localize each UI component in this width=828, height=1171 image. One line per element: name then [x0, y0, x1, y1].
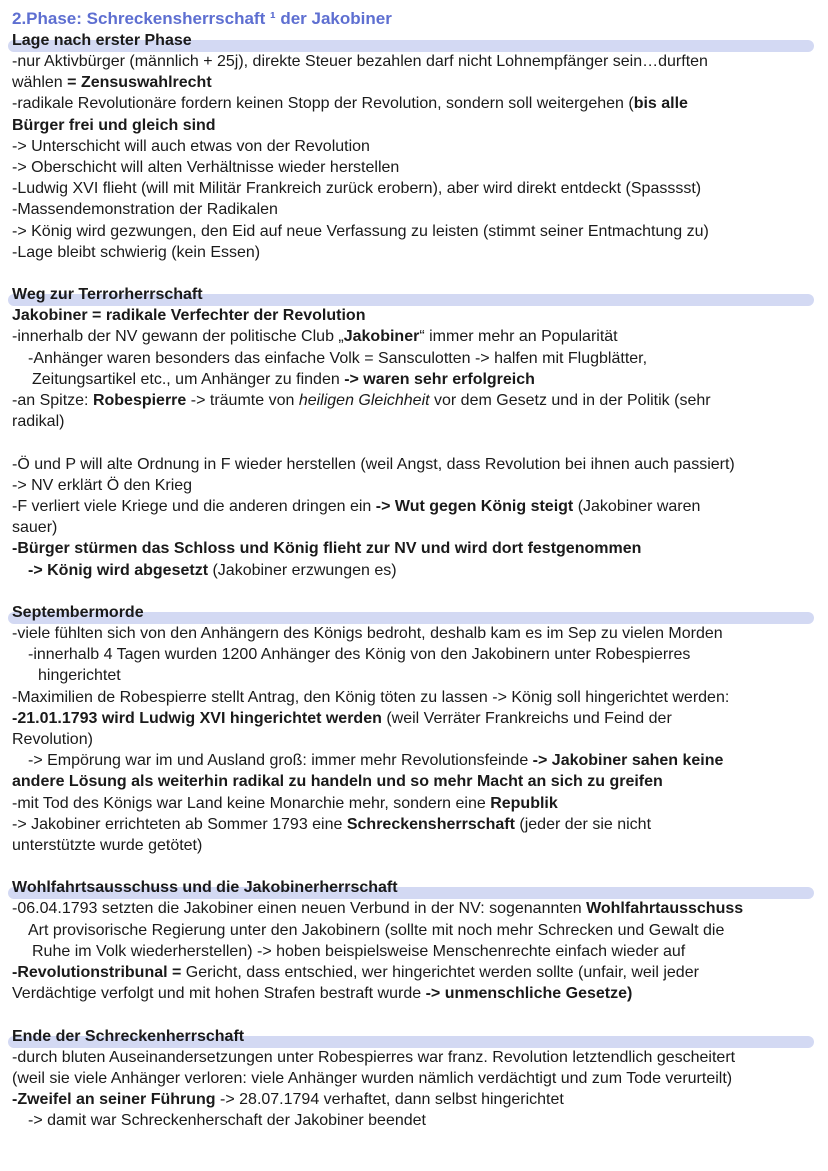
text-line: -Maximilien de Robespierre stellt Antrag, den König töten zu lassen -> König soll hingerichtet werden:: [12, 688, 730, 706]
text-line: -Ö und P will alte Ordnung in F wieder herstellen (weil Angst, dass Revolution bei ihnen auch passiert): [12, 455, 735, 473]
text-line: Verdächtige verfolgt und mit hohen Strafen bestraft wurde -> unmenschliche Gesetze): [12, 985, 633, 1003]
text-line: Bürger frei und gleich sind: [12, 116, 216, 134]
section-heading: Wohlfahrtsausschuss und die Jakobinerherrschaft: [12, 877, 822, 898]
text-line: Art provisorische Regierung unter den Jakobinern (sollte mit noch mehr Schrecken und Gewalt die: [28, 921, 725, 939]
text-line: radikal): [12, 413, 65, 431]
text-line: unterstützte wurde getötet): [12, 837, 203, 855]
text-line: -Bürger stürmen das Schloss und König flieht zur NV und wird dort festgenommen: [12, 540, 642, 558]
text-line: Zeitungsartikel etc., um Anhänger zu finden -> waren sehr erfolgreich: [32, 370, 535, 388]
text-line: -mit Tod des Königs war Land keine Monarchie mehr, sondern eine Republik: [12, 794, 558, 812]
page-title: 2.Phase: Schreckensherrschaft ¹ der Jakobiner: [12, 9, 392, 28]
text-line: -> Empörung war im und Ausland groß: immer mehr Revolutionsfeinde -> Jakobiner sahen keine: [28, 752, 724, 770]
text-line: -06.04.1793 setzten die Jakobiner einen neuen Verbund in der NV: sogenannten Wohlfahrtausschuss: [12, 900, 744, 918]
text-line: -> Jakobiner errichteten ab Sommer 1793 eine Schreckensherrschaft (jeder der sie nicht: [12, 815, 652, 833]
section-wohlfahrtsausschuss: [12, 877, 822, 1004]
text-line: Revolution): [12, 731, 93, 749]
text-line: -an Spitze: Robespierre -> träumte von heiligen Gleichheit vor dem Gesetz und in der Politik (sehr: [12, 392, 711, 410]
text-line: -> damit war Schreckenherschaft der Jakobiner beendet: [28, 1112, 426, 1130]
text-line: -Revolutionstribunal = Gericht, dass entschied, wer hingerichtet werden sollte (unfair, weil jeder: [12, 964, 699, 982]
section-septembermorde: [12, 602, 822, 856]
text-line: -> König wird abgesetzt (Jakobiner erzwungen es): [28, 561, 397, 579]
text-line: -Lage bleibt schwierig (kein Essen): [12, 243, 261, 261]
section-heading: Septembermorde: [12, 602, 822, 623]
text-line: -Anhänger waren besonders das einfache Volk = Sansculotten -> halfen mit Flugblätter,: [28, 349, 648, 367]
text-line: (weil sie viele Anhänger verloren: viele Anhänger wurden nämlich verdächtigt und zum Tode verurteilt): [12, 1069, 733, 1087]
section-heading: Ende der Schreckenherrschaft: [12, 1026, 822, 1047]
section-weg: [12, 284, 822, 581]
section-heading: Lage nach erster Phase: [12, 30, 822, 51]
text-line: -F verliert viele Kriege und die anderen dringen ein -> Wut gegen König steigt (Jakobiner waren: [12, 498, 701, 516]
section-heading: Weg zur Terrorherrschaft: [12, 284, 822, 305]
text-line: sauer): [12, 519, 58, 537]
text-line: -> NV erklärt Ö den Krieg: [12, 476, 193, 494]
text-line: -innerhalb 4 Tagen wurden 1200 Anhänger des König von den Jakobinern unter Robespierres: [28, 646, 691, 664]
text-line: -nur Aktivbürger (männlich + 25j), direkte Steuer bezahlen darf nicht Lohnempfänger sein…durften: [12, 53, 708, 70]
text-line: -Massendemonstration der Radikalen: [12, 201, 278, 219]
text-line: Ruhe im Volk wiederherstellen) -> hoben beispielsweise Menschenrechte einfach wieder auf: [32, 942, 686, 960]
text-line: -durch bluten Auseinandersetzungen unter Robespierres war franz. Revolution letztendlich gescheitert: [12, 1048, 736, 1066]
text-line: Jakobiner = radikale Verfechter der Revolution: [12, 307, 366, 325]
text-line: -> König wird gezwungen, den Eid auf neue Verfassung zu leisten (stimmt seiner Entmachtung zu): [12, 222, 709, 240]
text-line: -> Oberschicht will alten Verhältnisse wieder herstellen: [12, 159, 400, 177]
text-line: wählen = Zensuswahlrecht: [12, 74, 212, 92]
text-line: -21.01.1793 wird Ludwig XVI hingerichtet werden (weil Verräter Frankreichs und Feind der: [12, 709, 672, 727]
section-lage: [12, 30, 822, 263]
text-line: -viele fühlten sich von den Anhängern des Königs bedroht, deshalb kam es im Sep zu vielen Morden: [12, 625, 723, 643]
section-ende: [12, 1026, 822, 1132]
document: [12, 8, 822, 1131]
text-line: -Ludwig XVI flieht (will mit Militär Frankreich zurück erobern), aber wird direkt entdeckt (Spasssst): [12, 180, 702, 198]
text-line: -Zweifel an seiner Führung -> 28.07.1794 verhaftet, dann selbst hingerichtet: [12, 1091, 564, 1109]
text-line: -radikale Revolutionäre fordern keinen Stopp der Revolution, sondern soll weitergehen (bis alle: [12, 95, 688, 113]
text-line: -> Unterschicht will auch etwas von der Revolution: [12, 137, 370, 155]
text-line: -innerhalb der NV gewann der politische Club „Jakobiner“ immer mehr an Popularität: [12, 328, 618, 346]
text-line: hingerichtet: [38, 667, 121, 685]
text-line: andere Lösung als weiterhin radikal zu handeln und so mehr Macht an sich zu greifen: [12, 773, 663, 791]
